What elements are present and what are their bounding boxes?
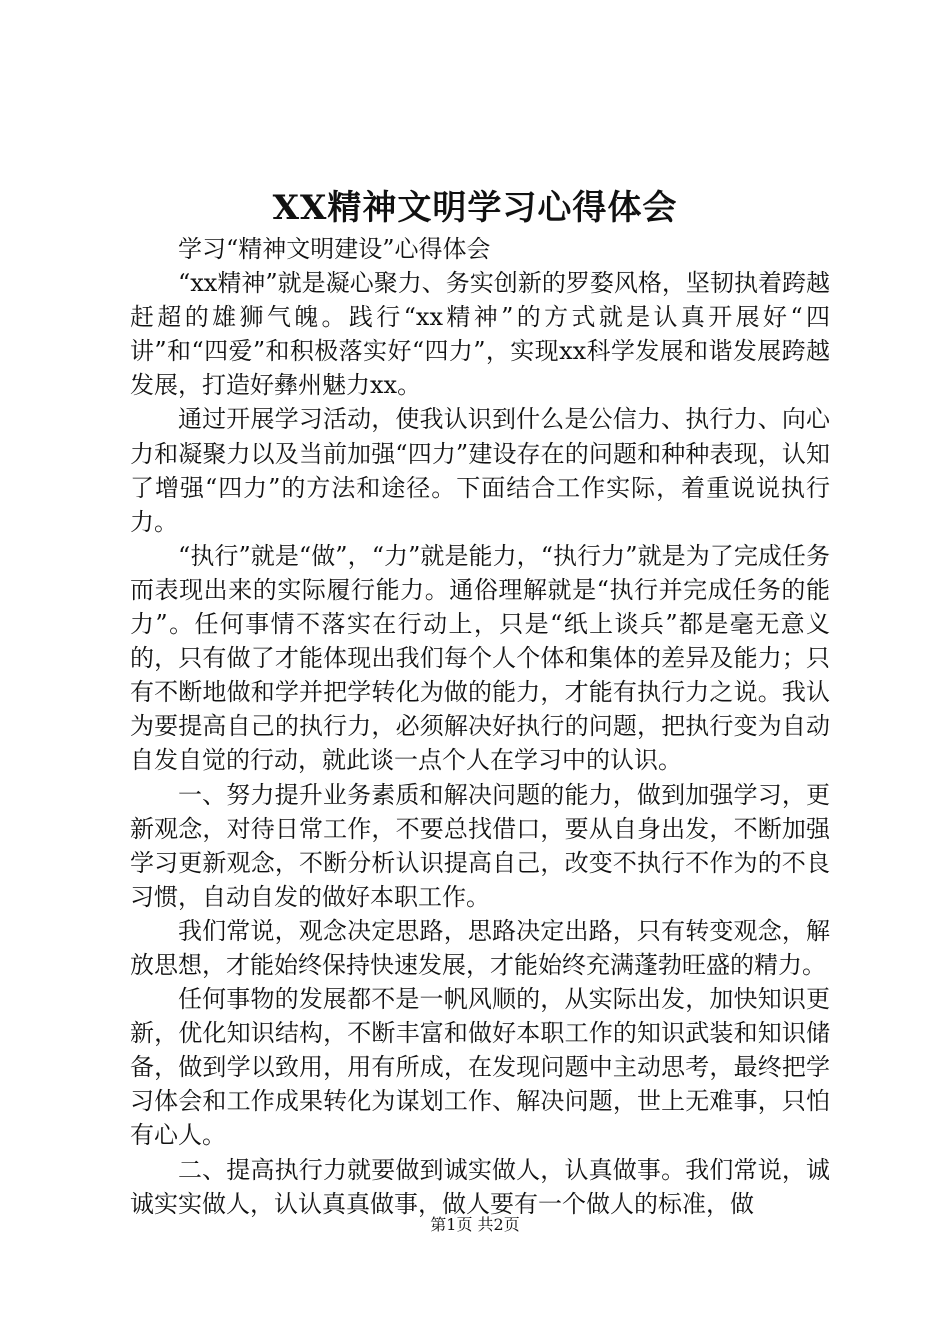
document-body [130, 232, 830, 1221]
paragraph: 任何事物的发展都不是一帆风顺的，从实际出发，加快知识更新，优化知识结构，不断丰富和做好本职工作的知识武装和知识储备，做到学以致用，用有所成，在发现问题中主动思考，最终把学习体会和工作成果转化为谋划工作、解决问题，世上无难事，只怕有心人。 [130, 985, 830, 1150]
paragraph: “xx精神”就是凝心聚力、务实创新的罗婺风格，坚韧执着跨越赶超的雄狮气魄。践行“xx精神”的方式就是认真开展好“四讲”和“四爱”和积极落实好“四力”，实现xx科学发展和谐发展跨越发展，打造好彝州魅力xx。 [130, 269, 830, 400]
page-footer: 第1页 共2页 [430, 1215, 520, 1234]
paragraph: 二、提高执行力就要做到诚实做人，认真做事。我们常说，诚诚实实做人，认认真真做事，做人要有一个做人的标准，做 [130, 1155, 830, 1218]
paragraph: 通过开展学习活动，使我认识到什么是公信力、执行力、向心力和凝聚力以及当前加强“四力”建设存在的问题和种种表现，认知了增强“四力”的方法和途径。下面结合工作实际，着重说说执行力。 [130, 405, 830, 536]
document-title: XX精神文明学习心得体会 [272, 188, 678, 228]
paragraph-subtitle: 学习“精神文明建设”心得体会 [178, 235, 491, 263]
paragraph: 我们常说，观念决定思路，思路决定出路，只有转变观念，解放思想，才能始终保持快速发展，才能始终充满蓬勃旺盛的精力。 [130, 916, 830, 979]
paragraph: “执行”就是“做”，“力”就是能力，“执行力”就是为了完成任务而表现出来的实际履行能力。通俗理解就是“执行并完成任务的能力”。任何事情不落实在行动上，只是“纸上谈兵”都是毫无意义的，只有做了才能体现出我们每个人个体和集体的差异及能力；只有不断地做和学并把学转化为做的能力，才能有执行力之说。我认为要提高自己的执行力，必须解决好执行的问题，把执行变为自动自发自觉的行动，就此谈一点个人在学习中的认识。 [130, 541, 830, 775]
paragraph: 一、努力提升业务素质和解决问题的能力，做到加强学习，更新观念，对待日常工作，不要总找借口，要从自身出发，不断加强学习更新观念，不断分析认识提高自己，改变不执行不作为的不良习惯，自动自发的做好本职工作。 [130, 780, 830, 911]
